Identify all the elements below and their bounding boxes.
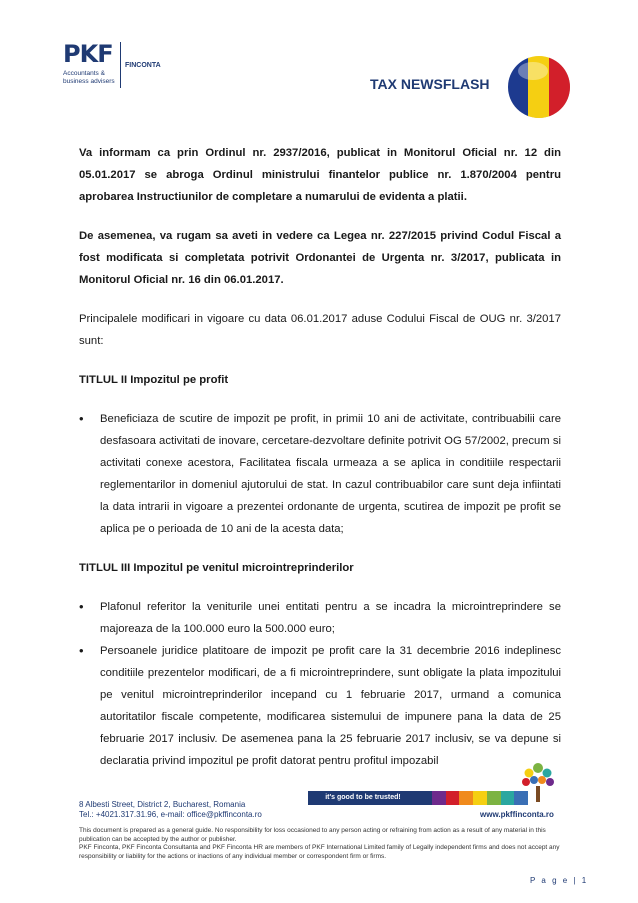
logo-divider <box>120 42 121 88</box>
section-list-micro <box>79 596 561 772</box>
document-body <box>79 142 561 772</box>
page-title: TAX NEWSFLASH <box>370 76 490 92</box>
color-stripes <box>418 791 528 805</box>
page-number: P a g e | 1 <box>530 876 589 885</box>
logo-subtitle: Accountants & business advisers <box>63 70 115 85</box>
intro-paragraph-3: Principalele modificari in vigoare cu data 06.01.2017 aduse Codului Fiscal de OUG nr. 3/2017 sunt: <box>79 313 561 347</box>
website-link[interactable]: www.pkffinconta.ro <box>480 810 554 819</box>
disclaimer-line-2: PKF Finconta, PKF Finconta Consultanta and PKF Finconta HR are members of PKF International Limited family of Legally independent firms and does not accept any responsibility or liability for the actions or inactions of any individual member or correspondent firm or firms. <box>79 844 560 860</box>
pkf-logo <box>63 40 173 90</box>
disclaimer-line-1: This document is prepared as a general guide. No responsibility for loss occasioned to any person acting or refraining from action as a result of any material in this publication can be accepted by the author or publisher. <box>79 827 546 843</box>
intro-paragraph-2: De asemenea, va rugam sa aveti in vedere ca Legea nr. 227/2015 privind Codul Fiscal a fost modificata si completata potrivit Ordonantei de Urgenta nr. 3/2017, publicata in Monitorul Oficial nr. 16 din 06.01.2017. <box>79 230 561 286</box>
tagline-banner: it's good to be trusted! <box>308 791 418 805</box>
footer-address <box>79 800 262 820</box>
contact-line: Tel.: +4021.317.31.96, e-mail: office@pkffinconta.ro <box>79 810 262 819</box>
list-item: • Plafonul referitor la veniturile unei entitati pentru a se incadra la microintreprindere se majoreaza de la 100.000 euro la 500.000 euro; <box>79 596 561 640</box>
romania-flag-icon <box>508 56 570 118</box>
list-item: • Persoanele juridice platitoare de impozit pe profit care la 31 decembrie 2016 indeplinesc conditiile prezentelor modificari, de a fi microintreprindere, sunt obligate la plata impozitului pe venitul microintreprinderilor incepand cu 1 februarie 2017, urmand a comunica autoritatilor fiscale competente, modificarea sistemului de impunere pana la data de 25 februarie 2017 inclusiv. De asemenea pana la 25 februarie 2017 inclusiv, se va depune si declaratia privind impozitul pe profit datorat pentru profitul impozabil <box>79 640 561 772</box>
section-title-profit: TITLUL II Impozitul pe profit <box>79 374 229 386</box>
disclaimer <box>79 827 561 861</box>
logo-finconta: FINCONTA <box>125 62 161 69</box>
address-line: 8 Albesti Street, District 2, Bucharest, Romania <box>79 800 246 809</box>
section-title-micro: TITLUL III Impozitul pe venitul microintreprinderilor <box>79 562 354 574</box>
list-item: • Beneficiaza de scutire de impozit pe profit, in primii 10 ani de activitate, contribuabilii care desfasoara activitati de inovare, cercetare-dezvoltare definite potrivit OG 57/2002, precum si activitati conexe acestora, Facilitatea fiscala urmeaza a se aplica in conditiile respectarii reglementarilor in domeniul ajutorului de stat. In cazul contribuabilor care sunt deja infiintati la data intrarii in vigoare a prezentei ordonante de urgenta, scutirea de impozit pe profit se aplica pe o perioada de 10 ani de la acesta data; <box>79 408 561 540</box>
intro-paragraph-1: Va informam ca prin Ordinul nr. 2937/2016, publicat in Monitorul Oficial nr. 12 din 05.01.2017 se abroga Ordinul ministrului finantelor publice nr. 1.870/2004 pentru aprobarea Instructiunilor de completare a numarului de evidenta a platii. <box>79 147 561 203</box>
logo-pkf-text: PKF <box>63 40 113 68</box>
tree-logo-icon <box>520 760 556 804</box>
section-list-profit <box>79 408 561 540</box>
